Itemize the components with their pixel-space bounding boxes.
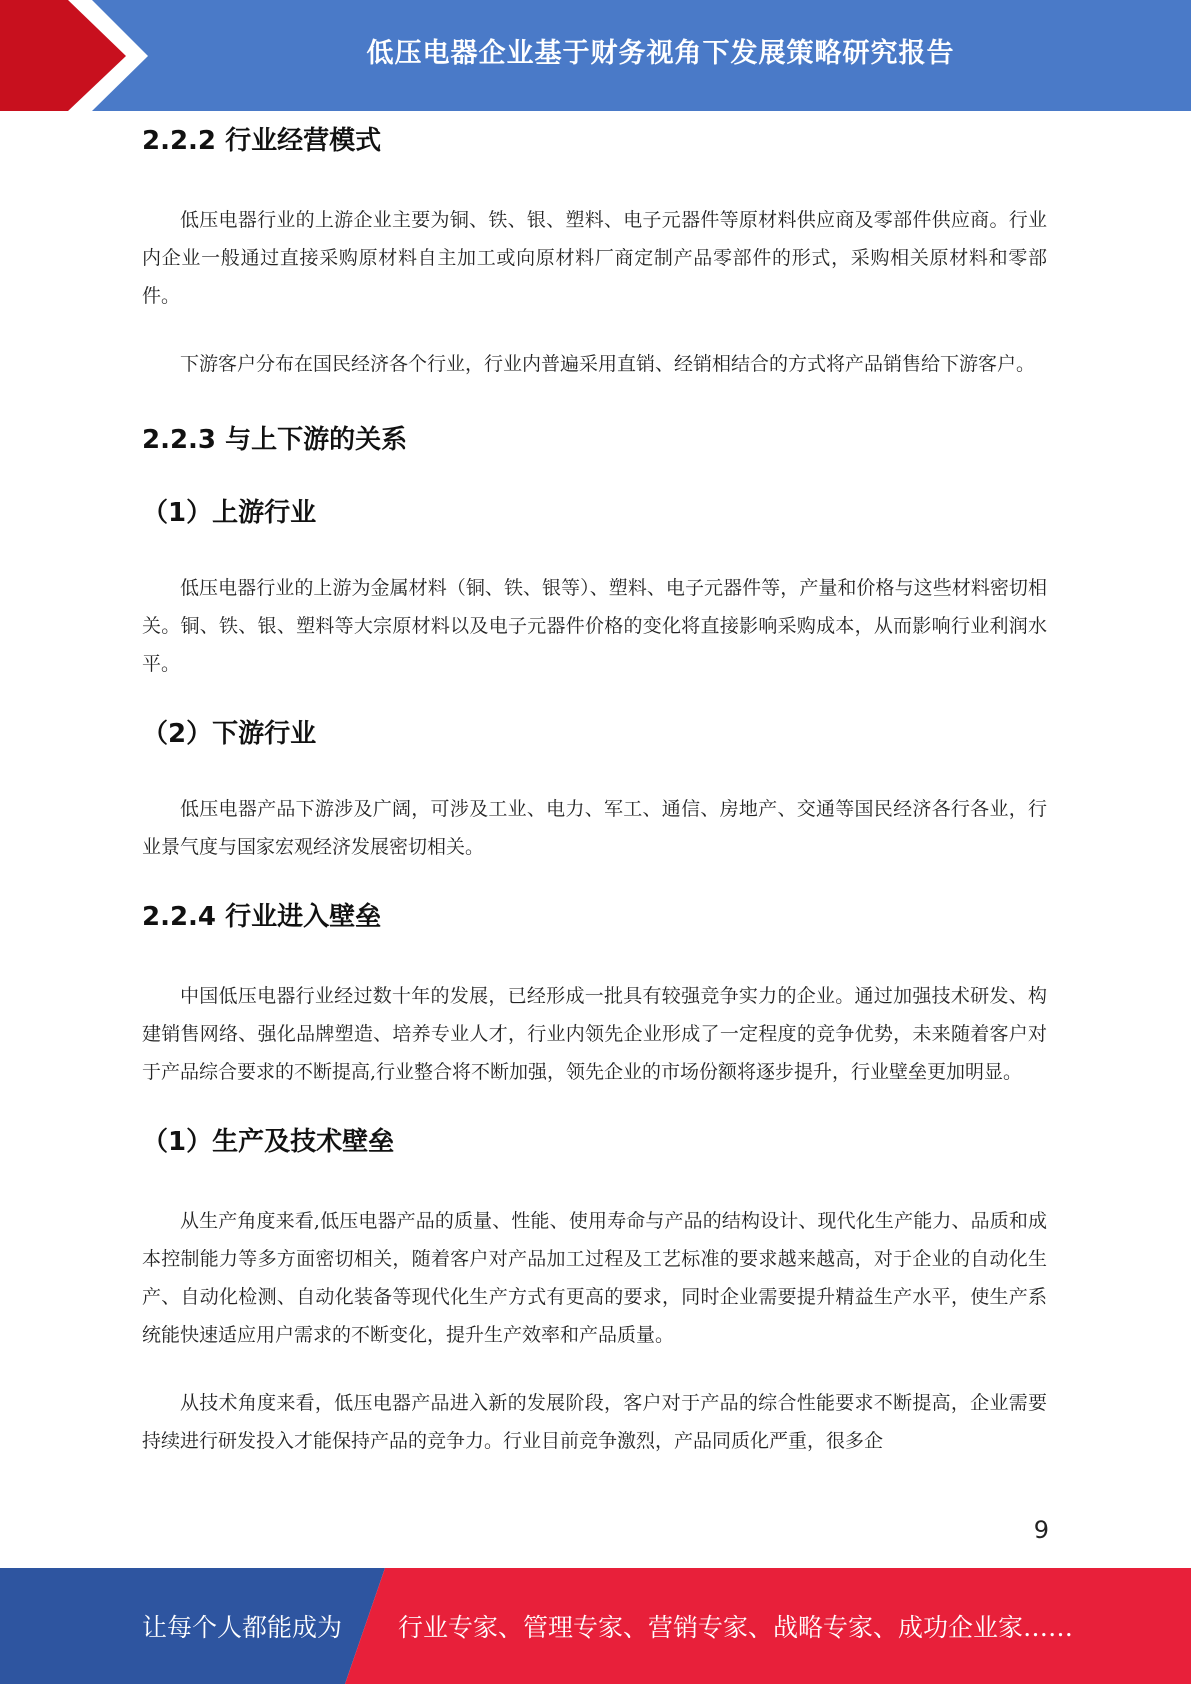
page-footer bbox=[0, 1568, 1191, 1684]
heading-2-2-2: 2.2.2 行业经营模式 bbox=[142, 126, 382, 156]
paragraph: 下游客户分布在国民经济各个行业，行业内普遍采用直销、经销相结合的方式将产品销售给下游客户。 bbox=[180, 353, 1036, 375]
page-header bbox=[0, 0, 1191, 111]
page-content bbox=[142, 120, 1047, 1460]
paragraph: 从生产角度来看,低压电器产品的质量、性能、使用寿命与产品的结构设计、现代化生产能力、品质和成本控制能力等多方面密切相关，随着客户对产品加工过程及工艺标准的要求越来越高，对于企业的自动化生产、自动化检测、自动化装备等现代化生产方式有更高的要求，同时企业需要提升精益生产水平，使生产系统能快速适应用户需求的不断变化，提升生产效率和产品质量。 bbox=[142, 1210, 1047, 1346]
subheading-upstream: （1）上游行业 bbox=[142, 498, 317, 528]
heading-2-2-4: 2.2.4 行业进入壁垒 bbox=[142, 902, 382, 932]
footer-slogan-right: 行业专家、管理专家、营销专家、战略专家、成功企业家…… bbox=[398, 1613, 1074, 1642]
paragraph: 低压电器产品下游涉及广阔，可涉及工业、电力、军工、通信、房地产、交通等国民经济各行各业，行业景气度与国家宏观经济发展密切相关。 bbox=[142, 798, 1047, 858]
paragraph: 中国低压电器行业经过数十年的发展，已经形成一批具有较强竞争实力的企业。通过加强技术研发、构建销售网络、强化品牌塑造、培养专业人才，行业内领先企业形成了一定程度的竞争优势，未来随着客户对于产品综合要求的不断提高,行业整合将不断加强，领先企业的市场份额将逐步提升，行业壁垒更加明显。 bbox=[142, 985, 1047, 1083]
document-title: 低压电器企业基于财务视角下发展策略研究报告 bbox=[366, 37, 955, 69]
paragraph: 低压电器行业的上游为金属材料（铜、铁、银等）、塑料、电子元器件等，产量和价格与这些材料密切相关。铜、铁、银、塑料等大宗原材料以及电子元器件价格的变化将直接影响采购成本，从而影响行业利润水平。 bbox=[142, 577, 1047, 675]
page-number: 9 bbox=[1033, 1516, 1049, 1544]
paragraph: 从技术角度来看，低压电器产品进入新的发展阶段，客户对于产品的综合性能要求不断提高，企业需要持续进行研发投入才能保持产品的竞争力。行业目前竞争激烈，产品同质化严重，很多企 bbox=[142, 1392, 1047, 1452]
subheading-production-tech-barrier: （1）生产及技术壁垒 bbox=[142, 1127, 395, 1157]
heading-2-2-3: 2.2.3 与上下游的关系 bbox=[142, 425, 408, 455]
paragraph: 低压电器行业的上游企业主要为铜、铁、银、塑料、电子元器件等原材料供应商及零部件供应商。行业内企业一般通过直接采购原材料自主加工或向原材料厂商定制产品零部件的形式，采购相关原材料和零部件。 bbox=[142, 209, 1047, 307]
footer-slogan-left: 让每个人都能成为 bbox=[142, 1613, 343, 1642]
subheading-downstream: （2）下游行业 bbox=[142, 719, 317, 749]
